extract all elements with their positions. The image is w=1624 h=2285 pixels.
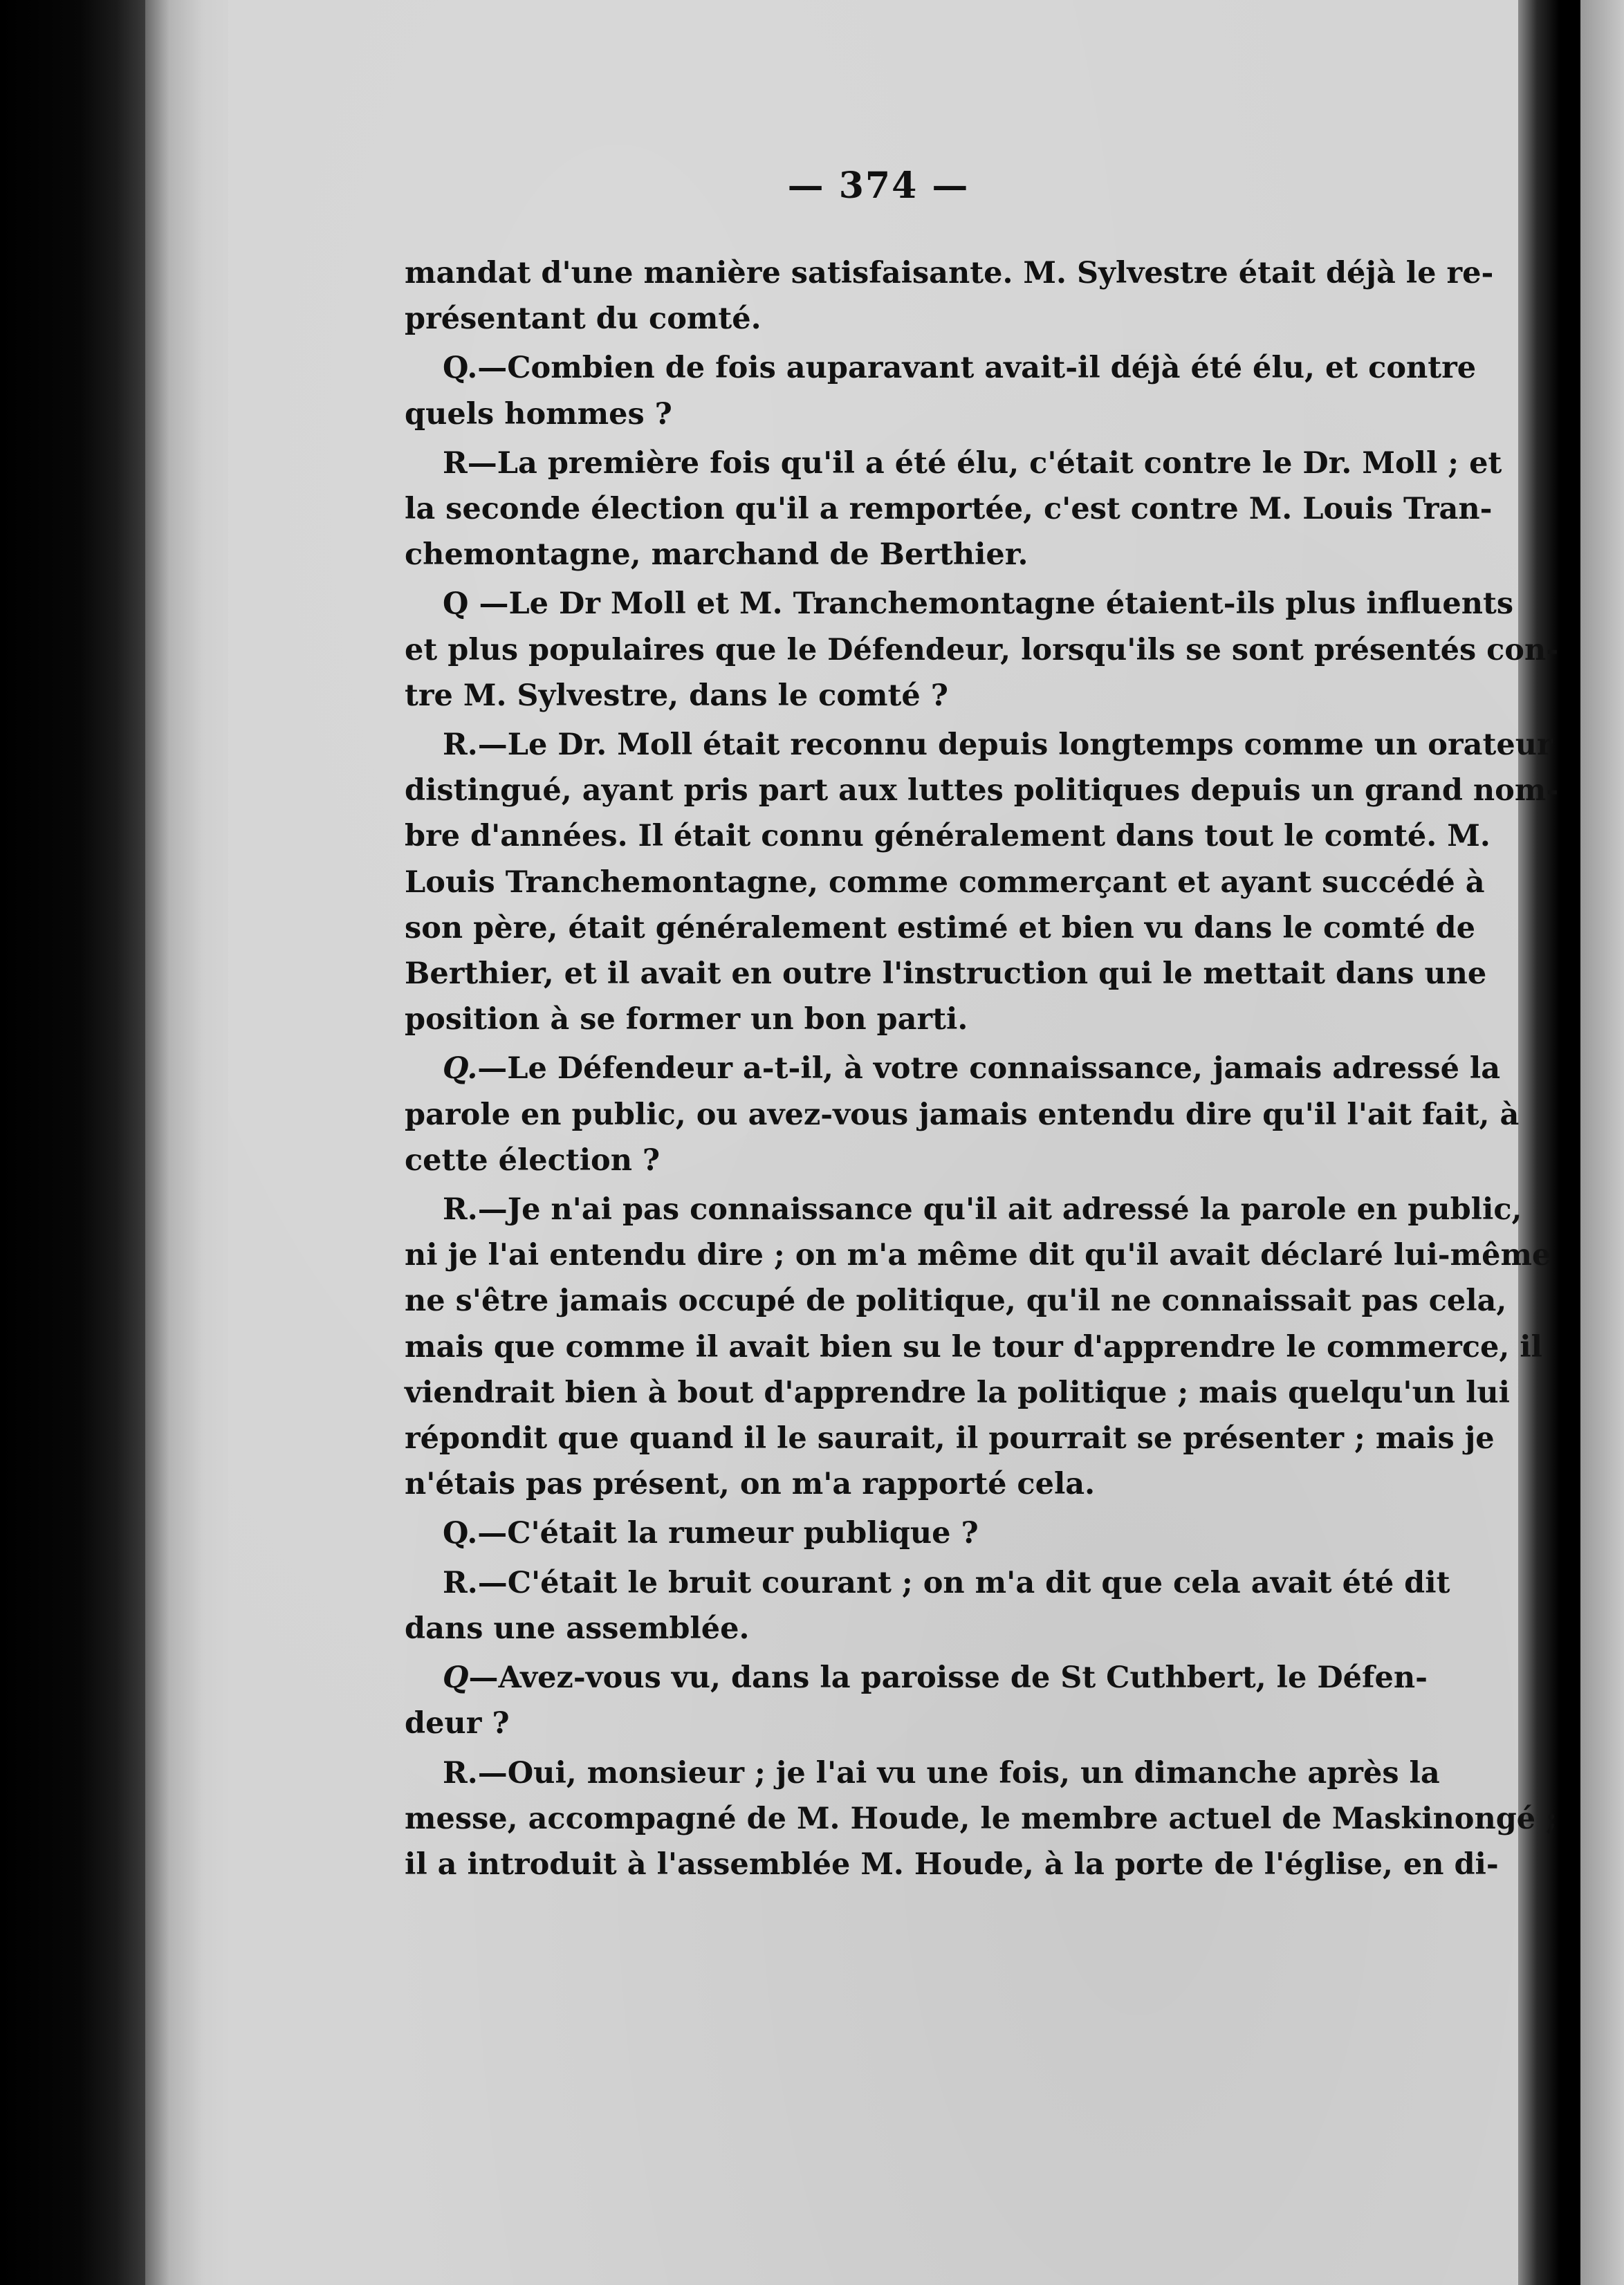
text-line — [405, 768, 1559, 813]
text-line — [405, 532, 1421, 577]
line-text: la seconde élection qu'il a remportée, c'est contre M. Louis Tran- — [405, 492, 1493, 527]
text-line — [405, 1092, 1520, 1138]
line-text: —C'était la rumeur publique ? — [477, 1516, 979, 1551]
line-text: mandat d'une manière satisfaisante. M. Sylvestre était déjà le re- — [405, 256, 1494, 290]
speaker-marker: Q. — [443, 351, 478, 386]
text-line — [405, 1842, 1499, 1887]
page-edge-shadow — [145, 0, 242, 2285]
page-body — [405, 250, 1559, 1891]
paragraph — [405, 250, 1494, 342]
line-text: présentant du comté. — [405, 302, 762, 337]
paragraph — [405, 722, 1559, 1042]
line-text: il a introduit à l'assemblée M. Houde, à la porte de l'église, en di- — [405, 1847, 1499, 1882]
line-text: ni je l'ai entendu dire ; on m'a même dit qu'il avait déclaré lui-même — [405, 1238, 1551, 1273]
paragraph — [405, 1046, 1520, 1183]
speaker-marker: R — [443, 445, 468, 481]
text-line — [405, 1655, 1428, 1701]
speaker-marker: Q — [443, 586, 469, 622]
text-line — [405, 722, 1553, 768]
line-text: —La première fois qu'il a été élu, c'était contre le Dr. Moll ; et — [467, 445, 1502, 481]
text-line — [405, 860, 1485, 905]
text-line — [405, 1750, 1440, 1796]
text-line — [405, 1138, 1421, 1183]
text-line — [405, 1510, 1421, 1556]
line-text: —Le Défendeur a-t-il, à votre connaissance, jamais adressé la — [477, 1051, 1501, 1086]
text-line — [405, 1461, 1421, 1507]
text-line — [405, 1278, 1507, 1324]
text-line — [405, 1370, 1511, 1416]
text-line — [405, 296, 1421, 342]
line-text: distingué, ayant pris part aux luttes politiques depuis un grand nom- — [405, 773, 1559, 808]
line-text: position à se former un bon parti. — [405, 1002, 968, 1037]
paragraph — [405, 1750, 1557, 1888]
speaker-marker: R. — [443, 1755, 478, 1791]
line-text: tre M. Sylvestre, dans le comté ? — [405, 678, 948, 713]
line-text: bre d'années. Il était connu généralement dans tout le comté. M. — [405, 819, 1491, 854]
paragraph — [405, 1187, 1551, 1507]
text-line — [405, 905, 1475, 951]
line-text: —Le Dr. Moll était reconnu depuis longtemps comme un orateur — [477, 728, 1553, 763]
line-text: Louis Tranchemontagne, comme commerçant et ayant succédé à — [405, 864, 1485, 900]
paragraph — [405, 345, 1477, 436]
paragraph — [405, 1655, 1428, 1746]
line-text: mais que comme il avait bien su le tour d'apprendre le commerce, il — [405, 1329, 1543, 1364]
speaker-marker: R. — [443, 1192, 478, 1228]
text-line — [405, 673, 1421, 719]
speaker-marker: Q. — [443, 1051, 478, 1086]
line-text: —Avez-vous vu, dans la paroisse de St Cuthbert, le Défen- — [468, 1660, 1428, 1696]
line-text: dans une assemblée. — [405, 1611, 750, 1646]
text-line — [405, 997, 1421, 1042]
line-text: n'étais pas présent, on m'a rapporté cela. — [405, 1467, 1096, 1502]
scan-right-border — [1560, 0, 1580, 2285]
speaker-marker: Q. — [443, 1516, 478, 1551]
text-line — [405, 813, 1491, 859]
text-line — [405, 1324, 1543, 1370]
line-text: son père, était généralement estimé et bien vu dans le comté de — [405, 910, 1475, 945]
text-line — [405, 1606, 1421, 1652]
text-line — [405, 1046, 1501, 1091]
text-line — [405, 1232, 1551, 1278]
facing-page-edge — [1580, 0, 1624, 2285]
line-text: ne s'être jamais occupé de politique, qu'il ne connaissait pas cela, — [405, 1284, 1507, 1319]
text-line — [405, 1187, 1522, 1232]
page-number: — 374 — — [787, 165, 970, 207]
text-line — [405, 581, 1514, 627]
line-text: et plus populaires que le Défendeur, lorsqu'ils se sont présentés con- — [405, 632, 1559, 667]
text-line — [405, 441, 1502, 486]
line-text: —C'était le bruit courant ; on m'a dit que cela avait été dit — [477, 1565, 1450, 1600]
speaker-marker: Q — [443, 1660, 469, 1696]
line-text: chemontagne, marchand de Berthier. — [405, 537, 1028, 573]
text-line — [405, 627, 1559, 673]
line-text: viendrait bien à bout d'apprendre la politique ; mais quelqu'un lui — [405, 1375, 1511, 1410]
page-gutter — [1518, 0, 1560, 2285]
scan-left-border — [0, 0, 145, 2285]
line-text: —Combien de fois auparavant avait-il déjà été élu, et contre — [477, 351, 1477, 386]
line-text: parole en public, ou avez-vous jamais entendu dire qu'il l'ait fait, à — [405, 1097, 1520, 1132]
text-line — [405, 951, 1487, 997]
line-text: cette élection ? — [405, 1142, 661, 1178]
speaker-marker: R. — [443, 1565, 478, 1600]
line-text: —Le Dr Moll et M. Tranchemontagne étaient-ils plus influents — [468, 586, 1514, 622]
paragraph — [405, 1510, 1421, 1556]
text-line — [405, 486, 1493, 532]
line-text: répondit que quand il le saurait, il pourrait se présenter ; mais je — [405, 1421, 1495, 1456]
paragraph — [405, 1560, 1450, 1652]
text-line — [405, 1560, 1450, 1606]
paragraph — [405, 581, 1559, 719]
text-line — [405, 391, 1421, 437]
text-line — [405, 1416, 1495, 1461]
text-line — [405, 1701, 1421, 1746]
line-text: Berthier, et il avait en outre l'instruction qui le mettait dans une — [405, 956, 1487, 992]
paragraph — [405, 441, 1502, 578]
text-line — [405, 250, 1494, 296]
line-text: deur ? — [405, 1706, 510, 1741]
speaker-marker: R. — [443, 728, 478, 763]
line-text: quels hommes ? — [405, 396, 672, 432]
line-text: —Je n'ai pas connaissance qu'il ait adressé la parole en public, — [477, 1192, 1522, 1228]
line-text: —Oui, monsieur ; je l'ai vu une fois, un dimanche après la — [477, 1755, 1440, 1791]
line-text: messe, accompagné de M. Houde, le membre actuel de Maskinongé ; — [405, 1801, 1557, 1836]
text-line — [405, 345, 1477, 391]
text-line — [405, 1796, 1557, 1842]
